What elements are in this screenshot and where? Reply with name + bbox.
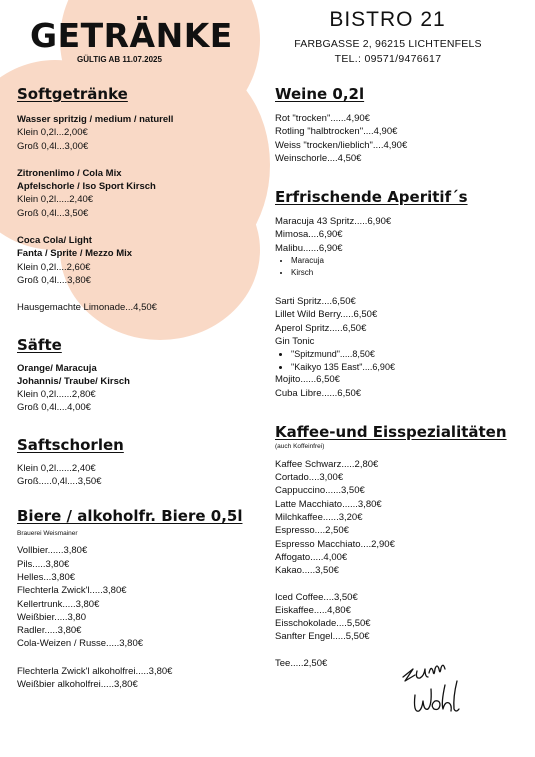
drink-price: Groß 0,4l...3,50€ (17, 207, 89, 219)
drink-item: Aperol Spritz.....6,50€ (275, 322, 367, 334)
drink-item: Milchkaffee......3,20€ (275, 512, 363, 524)
drink-name: Fanta / Sprite / Mezzo Mix (17, 248, 133, 260)
drink-item: Radler.....3,80€ (17, 625, 82, 637)
drink-item: Rot "trocken"......4,90€ (275, 113, 370, 124)
drink-price: Groß 0,4l...3,00€ (17, 140, 89, 152)
drink-item: Sarti Spritz....6,50€ (275, 296, 356, 308)
drink-item: Hausgemachte Limonade...4,50€ (17, 302, 157, 314)
right-column (275, 84, 515, 670)
malibu-options (275, 255, 515, 278)
drink-item: Mojito......6,50€ (275, 374, 340, 386)
section-kaffee (275, 422, 515, 670)
section-heading: Softgetränke (17, 85, 128, 103)
section-saftschorlen (17, 435, 267, 489)
section-heading: Saftschorlen (17, 435, 124, 454)
drink-price: Klein 0,2l...2,00€ (17, 127, 88, 139)
drink-item: Cortado....3,00€ (275, 472, 344, 484)
drink-item: Cuba Libre......6,50€ (275, 387, 362, 399)
drink-item: Malibu......6,90€ (275, 242, 343, 254)
drink-item: Latte Macchiato......3,80€ (275, 498, 382, 510)
drink-item: Iced Coffee....3,50€ (275, 591, 358, 603)
drink-item: Affogato.....4,00€ (275, 551, 348, 563)
valid-date: GÜLTIG AB 11.07.2025 (77, 55, 162, 64)
decaf-note: (auch Koffeinfrei) (275, 442, 325, 450)
section-aperitif (275, 187, 515, 400)
drink-item: Gin Tonic (275, 335, 315, 347)
brewery-note: Brauerei Weismainer (17, 530, 78, 538)
drink-price: Klein 0,2l......2,80€ (17, 389, 96, 401)
page-title: GETRÄNKE (30, 16, 233, 55)
drink-price: Klein 0,2l....2,60€ (17, 261, 91, 273)
drink-item: Kakao.....3,50€ (275, 565, 339, 577)
gin-options (275, 348, 515, 373)
drink-name: Wasser spritzig / medium / naturell (17, 114, 174, 125)
drink-item: Eiskaffee.....4,80€ (275, 604, 351, 616)
section-heading: Säfte (17, 335, 62, 354)
drink-price: Groß.....0,4l....3,50€ (17, 476, 102, 488)
drink-item: Lillet Wild Berry.....6,50€ (275, 309, 378, 321)
drink-item: Flechterla Zwick'l alkoholfrei.....3,80€ (17, 665, 173, 677)
drink-item: Kaffee Schwarz.....2,80€ (275, 458, 379, 470)
drink-item: Mimosa....6,90€ (275, 229, 343, 241)
menu-group (17, 167, 267, 220)
left-column (17, 84, 267, 691)
list-item: • "Spitzmund".....8,50€ (291, 348, 515, 361)
section-heading: Biere / alkoholfr. Biere 0,5l (17, 507, 243, 526)
bistro-phone: TEL.: 09571/9476617 (334, 53, 442, 65)
drink-name: Johannis/ Traube/ Kirsch (17, 375, 130, 387)
drink-name: Orange/ Maracuja (17, 362, 97, 374)
drink-item: Flechterla Zwick'l.....3,80€ (17, 585, 127, 597)
drink-item: Cappuccino......3,50€ (275, 485, 365, 497)
drink-item: Weißbier.....3,80 (17, 611, 86, 623)
drink-price: Klein 0,2l.....2,40€ (17, 194, 94, 206)
drink-item: Tee.....2,50€ (275, 657, 328, 669)
bistro-name: BISTRO 21 (329, 8, 446, 31)
bistro-address: FARBGASSE 2, 96215 LICHTENFELS (294, 38, 482, 50)
section-biere (17, 506, 267, 691)
drink-item: Helles...3,80€ (17, 571, 76, 583)
drink-name: Zitronenlimo / Cola Mix (17, 167, 122, 179)
drink-item: Weiss "trocken/lieblich"....4,90€ (275, 139, 408, 151)
list-item: • Kirsch (291, 267, 515, 279)
section-saefte (17, 335, 267, 415)
drink-name: Apfelschorle / Iso Sport Kirsch (17, 181, 156, 193)
section-heading: Weine 0,2l (275, 85, 365, 103)
section-softgetraenke (17, 84, 267, 315)
section-weine (275, 84, 515, 165)
drink-item: Maracuja 43 Spritz.....6,90€ (275, 216, 392, 228)
drink-item: Espresso Macchiato....2,90€ (275, 538, 395, 550)
section-heading: Kaffee-und Eisspezialitäten (275, 422, 507, 441)
drink-item: Weinschorle....4,50€ (275, 152, 362, 164)
drink-item: Weißbier alkoholfrei.....3,80€ (17, 679, 138, 691)
list-item: • Maracuja (291, 255, 515, 267)
drink-price: Groß 0,4l....4,00€ (17, 402, 91, 414)
drink-price: Klein 0,2l......2,40€ (17, 462, 96, 474)
drink-item: Vollbier......3,80€ (17, 545, 88, 557)
menu-group (17, 234, 267, 287)
drink-item: Pils.....3,80€ (17, 558, 70, 570)
drink-item: Rotling "halbtrocken"....4,90€ (275, 126, 398, 138)
drink-item: Cola-Weizen / Russe.....3,80€ (17, 638, 144, 650)
drink-price: Groß 0,4l....3,80€ (17, 274, 91, 286)
drink-item: Sanfter Engel.....5,50€ (275, 631, 370, 643)
section-heading: Erfrischende Aperitif´s (275, 188, 468, 207)
drink-item: Kellertrunk.....3,80€ (17, 598, 100, 610)
menu-group (17, 113, 267, 153)
zum-wohl-signature (395, 655, 475, 723)
list-item: • "Kaikyo 135 East"....6,90€ (291, 361, 515, 374)
drink-item: Eisschokolade....5,50€ (275, 618, 371, 630)
drink-item: Espresso....2,50€ (275, 525, 349, 537)
drink-name: Coca Cola/ Light (17, 235, 92, 247)
